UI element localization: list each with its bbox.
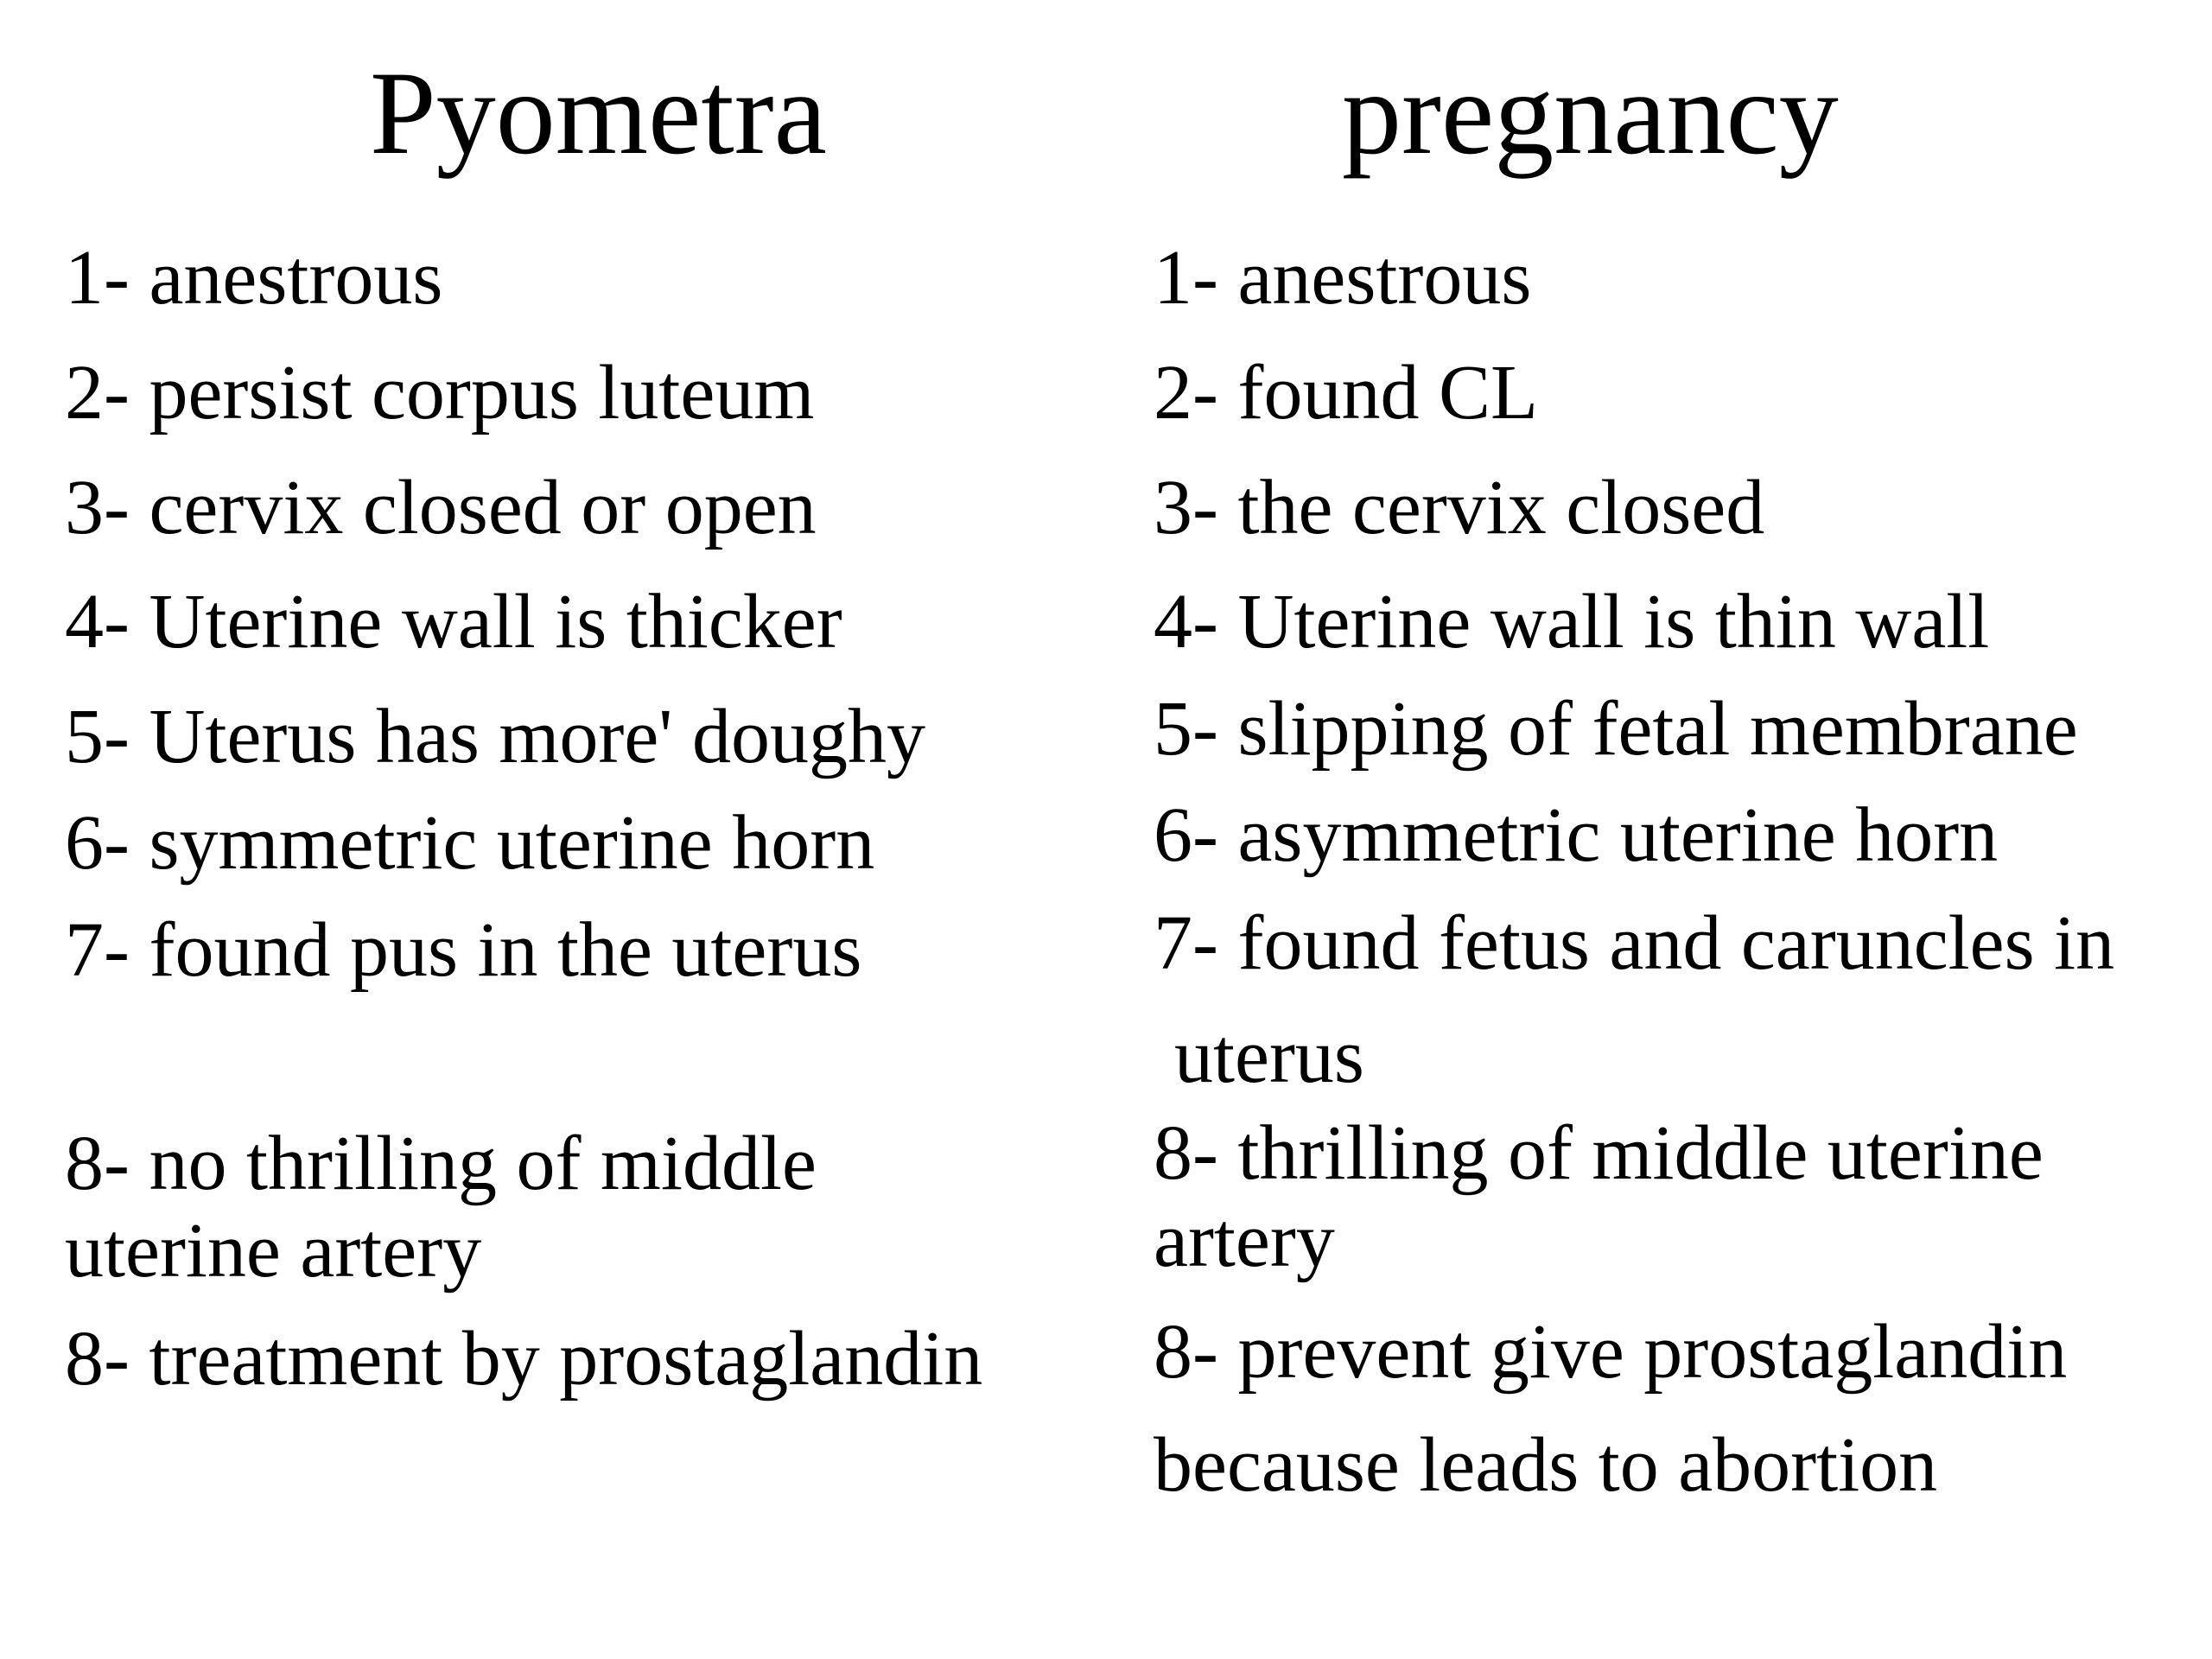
pregnancy-item-3: 3- the cervix closed [1154, 465, 1765, 550]
pyometra-item-8-line-1: 8- no thrilling of middle [65, 1121, 817, 1206]
heading-pregnancy: pregnancy [1342, 47, 1839, 179]
pyometra-item-4: 4- Uterine wall is thicker [65, 579, 842, 664]
pregnancy-item-9-line-2: because leads to abortion [1154, 1421, 1938, 1508]
pregnancy-item-7-line-2: uterus [1174, 1013, 1364, 1099]
pyometra-item-8-line-2: uterine artery [65, 1207, 482, 1294]
pregnancy-item-6: 6- asymmetric uterine horn [1154, 792, 1999, 878]
pregnancy-item-2: 2- found CL [1154, 350, 1538, 435]
pyometra-item-9: 8- treatment by prostaglandin [65, 1316, 983, 1402]
pregnancy-item-8 [1154, 1110, 2044, 1285]
heading-pyometra: Pyometra [370, 47, 827, 179]
pyometra-item-3: 3- cervix closed or open [65, 465, 817, 550]
pregnancy-item-5: 5- slipping of fetal membrane [1154, 686, 2078, 772]
pyometra-item-1: 1- anestrous [65, 235, 443, 321]
pregnancy-item-4: 4- Uterine wall is thin wall [1154, 579, 1990, 664]
pyometra-item-7: 7- found pus in the uterus [65, 907, 862, 993]
pyometra-item-8 [65, 1121, 817, 1295]
pyometra-item-6: 6- symmetric uterine horn [65, 800, 875, 886]
pregnancy-item-8-line-1: 8- thrilling of middle uterine [1154, 1110, 2044, 1196]
pregnancy-item-9 [1154, 1296, 2067, 1522]
pregnancy-item-7-line-1: 7- found fetus and caruncles in [1154, 900, 2115, 986]
pyometra-item-5: 5- Uterus has more' doughy [65, 694, 926, 779]
pregnancy-item-8-line-2: artery [1154, 1197, 1335, 1283]
pyometra-item-2: 2- persist corpus luteum [65, 350, 815, 435]
pregnancy-item-1: 1- anestrous [1154, 235, 1532, 321]
pregnancy-item-9-line-1: 8- prevent give prostaglandin [1154, 1309, 2068, 1395]
pregnancy-item-7 [1154, 887, 2114, 1113]
